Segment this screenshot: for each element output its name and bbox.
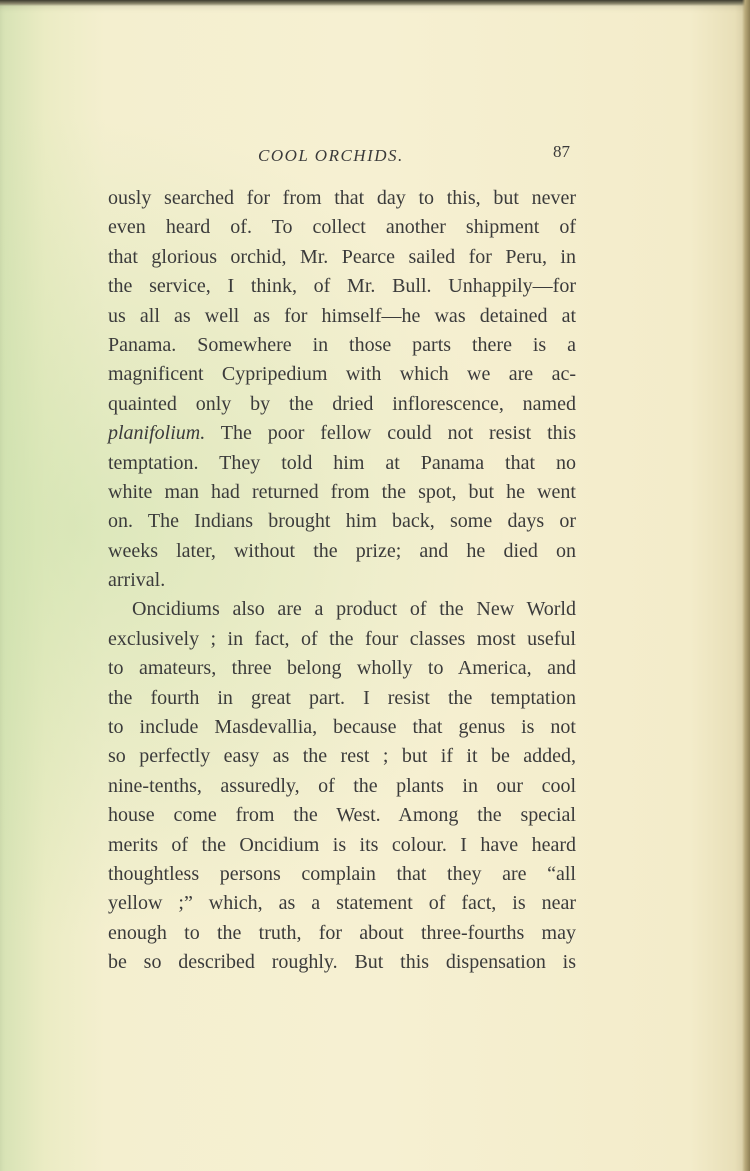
text-line: exclusively ; in fact, of the four classes most useful bbox=[108, 627, 576, 650]
text-line: yellow ;” which, as a statement of fact, is near bbox=[108, 892, 576, 915]
text-line-rest: The poor fellow could not resist this bbox=[205, 422, 576, 445]
text-line: to amateurs, three belong wholly to America, and bbox=[108, 657, 576, 680]
running-head: COOL ORCHIDS. bbox=[258, 146, 404, 165]
text-line bbox=[108, 419, 576, 448]
paragraph-2 bbox=[108, 595, 576, 977]
page-right-edge bbox=[742, 0, 750, 1171]
text-line: be so described roughly. But this dispensation is bbox=[108, 951, 576, 974]
text-line: arrival. bbox=[108, 569, 166, 592]
text-line: to include Masdevallia, because that genus is not bbox=[108, 716, 576, 739]
text-line: ously searched for from that day to this, but never bbox=[108, 187, 576, 209]
text-line: Oncidiums also are a product of the New World bbox=[132, 598, 576, 621]
italic-species-name: planifolium. bbox=[108, 422, 206, 445]
text-line: quainted only by the dried inflorescence, named bbox=[108, 392, 576, 415]
text-line: thoughtless persons complain that they are “all bbox=[108, 862, 576, 885]
paragraph-1 bbox=[108, 184, 576, 595]
text-line: the service, I think, of Mr. Bull. Unhappily—for bbox=[108, 275, 576, 298]
page-number: 87 bbox=[553, 142, 570, 161]
text-line: even heard of. To collect another shipment of bbox=[108, 216, 576, 239]
text-line: that glorious orchid, Mr. Pearce sailed for Peru, in bbox=[108, 245, 576, 268]
text-line: Panama. Somewhere in those parts there is a bbox=[108, 333, 576, 356]
text-line: nine-tenths, assuredly, of the plants in our cool bbox=[108, 774, 576, 797]
text-line: on. The Indians brought him back, some days or bbox=[108, 510, 576, 533]
body-text bbox=[108, 184, 576, 978]
text-line: magnificent Cypripedium with which we are ac- bbox=[108, 363, 576, 386]
text-line: white man had returned from the spot, but he went bbox=[108, 480, 576, 503]
text-line: weeks later, without the prize; and he died on bbox=[108, 539, 576, 562]
text-line: house come from the West. Among the special bbox=[108, 804, 576, 827]
text-line: enough to the truth, for about three-fourths may bbox=[108, 921, 576, 944]
text-line: so perfectly easy as the rest ; but if it be added, bbox=[108, 745, 576, 768]
text-line: us all as well as for himself—he was detained at bbox=[108, 304, 576, 327]
text-line: temptation. They told him at Panama that no bbox=[108, 451, 576, 474]
page-header bbox=[108, 140, 578, 170]
page-top-edge bbox=[0, 0, 750, 6]
text-line: the fourth in great part. I resist the temptation bbox=[108, 686, 576, 709]
text-line: merits of the Oncidium is its colour. I have heard bbox=[108, 833, 576, 856]
